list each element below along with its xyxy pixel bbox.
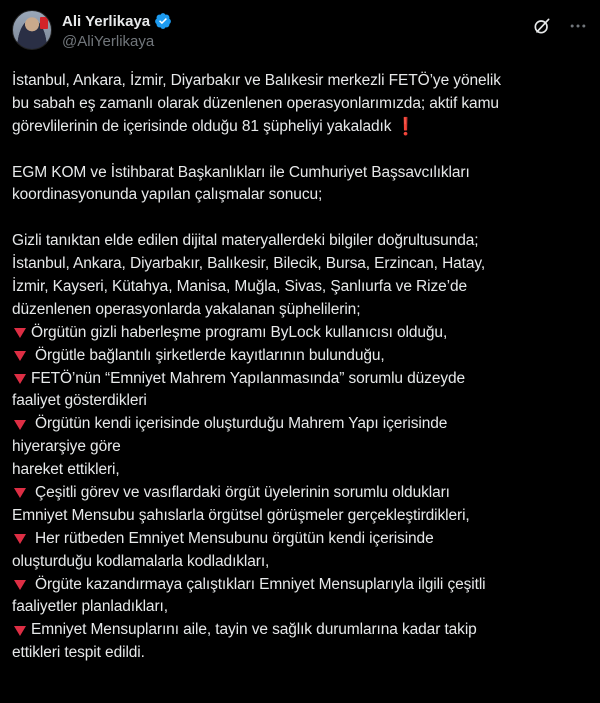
bullet-text: Örgütün gizli haberleşme programı ByLock kullanıcısı olduğu, [31, 323, 448, 341]
post-line: düzenlenen operasyonlarda yakalanan şüphelilerin; [12, 300, 361, 318]
post-line: oluşturduğu kodlamalarla kodladıkları, [12, 552, 270, 570]
bullet-text: Çeşitli görev ve vasıflardaki örgüt üyelerinin sorumlu oldukları [35, 484, 450, 502]
more-icon[interactable] [568, 16, 588, 36]
bullet-line [12, 322, 592, 345]
bullet-text: FETÖ’nün “Emniyet Mahrem Yapılanmasında” sorumlu düzeyde [31, 369, 466, 387]
bullet-text: Her rütbeden Emniyet Mensubunu örgütün kendi içerisinde [35, 529, 434, 547]
post-header [12, 8, 588, 56]
post-line: koordinasyonunda yapılan çalışmalar sonucu; [12, 186, 323, 204]
bullet-text: Örgütle bağlantılı şirketlerde kayıtlarının bulunduğu, [35, 346, 385, 364]
red-triangle-down-icon [14, 488, 26, 498]
post-line: Gizli tanıktan elde edilen dijital materyallerdeki bilgiler doğrultusunda; [12, 232, 479, 250]
bullet-text: Örgüte kazandırmaya çalıştıkları Emniyet Mensuplarıyla ilgili çeşitli [35, 575, 486, 593]
paragraph-break [12, 207, 592, 230]
post-line: İstanbul, Ankara, İzmir, Diyarbakır ve Balıkesir merkezli FETÖ’ye yönelik [12, 72, 501, 89]
bullet-line [12, 619, 592, 642]
red-exclamation-icon: ❗ [395, 116, 417, 136]
flag-icon [40, 17, 48, 29]
post-line: İzmir, Kayseri, Kütahya, Manisa, Muğla, Sivas, Şanlıurfa ve Rize’de [12, 278, 468, 296]
post-line: hareket ettikleri, [12, 461, 120, 479]
post-line: hiyerarşiye göre [12, 438, 121, 456]
red-triangle-down-icon [14, 626, 26, 636]
bullet-line [12, 413, 592, 436]
post-line [12, 116, 592, 139]
red-triangle-down-icon [14, 374, 26, 384]
post-line: ettikleri tespit edildi. [12, 644, 145, 662]
post-line-text: görevlilerinin de içerisinde olduğu 81 şüpheliyi yakaladık [12, 117, 392, 135]
author-handle[interactable]: @AliYerlikaya [62, 33, 155, 50]
post-text [12, 70, 592, 665]
post-line: faaliyet gösterdikleri [12, 392, 147, 410]
post-line: faaliyetler planladıkları, [12, 598, 168, 616]
red-triangle-down-icon [14, 328, 26, 338]
bullet-line [12, 482, 592, 505]
red-triangle-down-icon [14, 351, 26, 361]
red-triangle-down-icon [14, 534, 26, 544]
post-line: İstanbul, Ankara, Diyarbakır, Balıkesir, Bilecik, Bursa, Erzincan, Hatay, [12, 255, 486, 273]
red-triangle-down-icon [14, 420, 26, 430]
author-display-name[interactable]: Ali Yerlikaya [62, 12, 151, 30]
bullet-line [12, 574, 592, 597]
red-triangle-down-icon [14, 580, 26, 590]
post-line: bu sabah eş zamanlı olarak düzenlenen operasyonlarımızda; aktif kamu [12, 94, 499, 112]
post-line: EGM KOM ve İstihbarat Başkanlıkları ile Cumhuriyet Başsavcılıkları [12, 163, 470, 181]
verified-badge-icon [154, 12, 172, 30]
bullet-text: Örgütün kendi içerisinde oluşturduğu Mahrem Yapı içerisinde [35, 415, 448, 433]
bullet-text: Emniyet Mensuplarını aile, tayin ve sağlık durumlarına kadar takip [31, 621, 477, 639]
bullet-line [12, 345, 592, 368]
author-name-row [62, 12, 172, 30]
bullet-line [12, 528, 592, 551]
grok-icon[interactable] [532, 16, 552, 36]
avatar[interactable] [12, 10, 52, 50]
post-line: Emniyet Mensubu şahıslarla örgütsel görüşmeler gerçekleştirdikleri, [12, 506, 470, 524]
bullet-line [12, 368, 592, 391]
paragraph-break [12, 139, 592, 162]
